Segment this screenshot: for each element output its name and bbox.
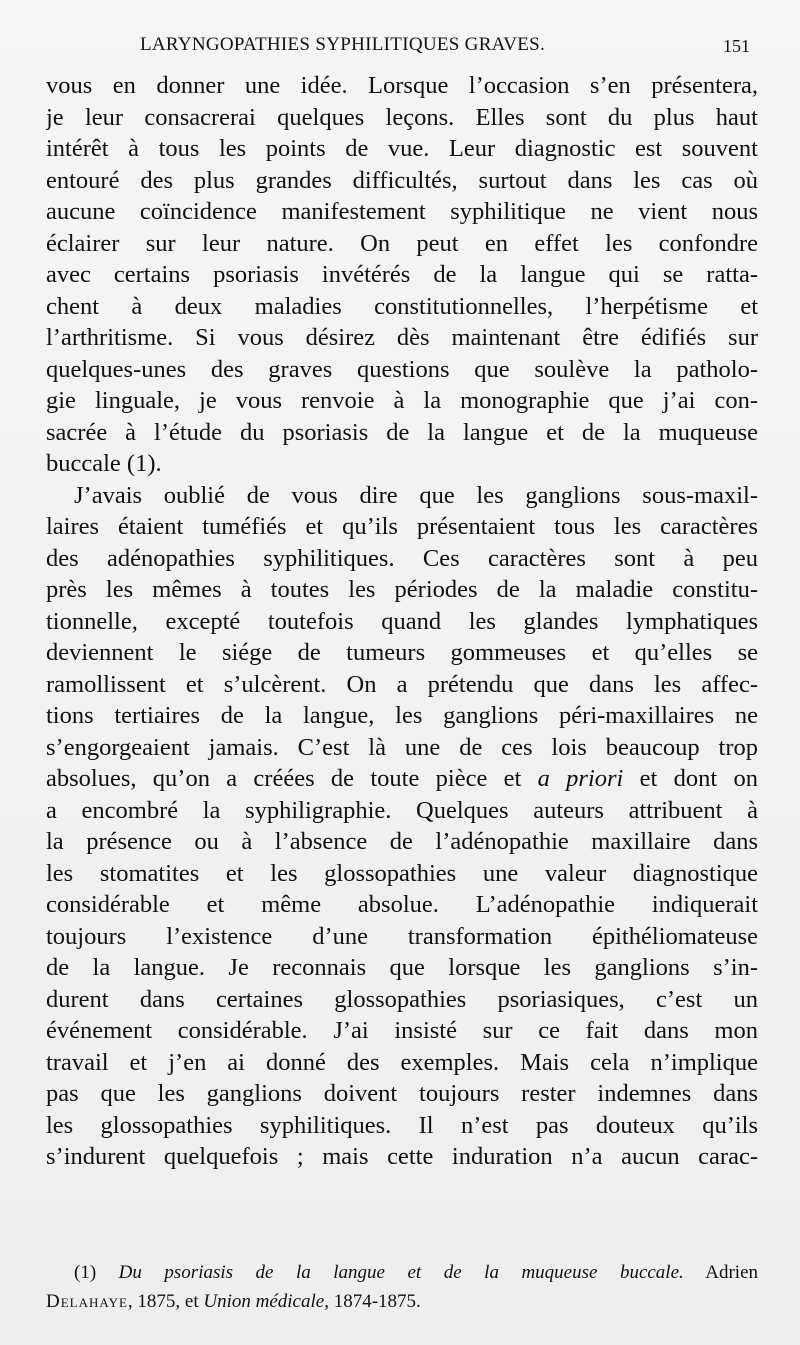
text-line: J’avais oublié de vous dire que les ganglions sous-maxil- [74,481,758,509]
text-line: près les mêmes à toutes les périodes de la maladie constitu- [46,576,758,603]
footnote-publisher-first: Adrien [705,1262,759,1283]
text-line: des adénopathies syphilitiques. Ces caractères sont à peu [46,544,758,572]
text-line: laires étaient tuméfiés et qu’ils présentaient tous les caractères [46,513,758,540]
footnote-publisher-last: Delahaye [46,1291,128,1312]
text-line: les glossopathies syphilitiques. Il n’est pas douteux qu’ils [46,1111,758,1139]
text-line: durent dans certaines glossopathies psoriasiques, c’est un [46,985,758,1013]
text-line: la présence ou à l’absence de l’adénopathie maxillaire dans [46,828,758,855]
text-line: l’arthritisme. Si vous désirez dès maintenant être édifiés sur [46,324,758,351]
italic-phrase: a priori [537,765,624,792]
footnote-years: 1874-1875. [333,1291,421,1312]
text-line: événement considérable. J’ai insisté sur ce fait dans mon [46,1017,758,1044]
footnote-title: Du psoriasis de la langue et de la muqueuse buccale. [118,1262,684,1283]
text-line: les stomatites et les glossopathies une valeur diagnostique [46,859,758,887]
footnote-marker: (1) [74,1262,97,1283]
text-line: buccale (1). [46,450,162,477]
text-line: chent à deux maladies constitutionnelles, l’herpétisme et [46,292,758,320]
text-line: ramollissent et s’ulcèrent. On a prétendu que dans les affec- [46,670,758,698]
text-line: toujours l’existence d’une transformation épithéliomateuse [46,922,758,950]
text-line: quelques-unes des graves questions que soulève la patholo- [46,355,758,383]
text-line: tions tertiaires de la langue, les ganglions péri-maxillaires ne [46,702,758,729]
text-line: considérable et même absolue. L’adénopathie indiquerait [46,891,758,918]
text-line: intérêt à tous les points de vue. Leur diagnostic est souvent [46,135,758,162]
text-line: deviennent le siége de tumeurs gommeuses et qu’elles se [46,639,758,666]
text-line: gie linguale, je vous renvoie à la monographie que j’ai con- [46,387,758,414]
text-line: de la langue. Je reconnais que lorsque les ganglions s’in- [46,954,758,981]
text-line: sacrée à l’étude du psoriasis de la langue et de la muqueuse [46,418,758,446]
text-line: avec certains psoriasis invétérés de la langue qui se ratta- [46,261,758,288]
text-line: travail et j’en ai donné des exemples. Mais cela n’implique [46,1048,758,1076]
text-line-mixed [46,763,758,795]
page-header [140,34,760,64]
text-line: je leur consacrerai quelques leçons. Elles sont du plus haut [46,103,758,131]
running-title: LARYNGOPATHIES SYPHILITIQUES GRAVES. [140,34,546,55]
text-line: s’indurent quelquefois ; mais cette induration n’a aucun carac- [46,1143,758,1170]
text-line: a encombré la syphiligraphie. Quelques auteurs attribuent à [46,796,758,824]
text-segment: absolues, qu’on a créées de toute pièce et [46,765,522,792]
text-line: pas que les ganglions doivent toujours rester indemnes dans [46,1080,758,1107]
text-line: aucune coïncidence manifestement syphilitique ne vient nous [46,198,758,225]
body-text [46,70,758,1173]
text-line: éclairer sur leur nature. On peut en effet les confondre [46,229,758,257]
footnote-after-publisher: , 1875, et [127,1291,199,1312]
text-line: vous en donner une idée. Lorsque l’occasion s’en présentera, [46,72,758,99]
text-line: s’engorgeaient jamais. C’est là une de ces lois beaucoup trop [46,733,758,761]
footnote-line [46,1287,758,1316]
text-line: tionnelle, excepté toutefois quand les glandes lymphatiques [46,607,758,635]
footnote-journal: Union médicale, [203,1291,329,1312]
text-line: entouré des plus grandes difficultés, surtout dans les cas où [46,166,758,194]
text-segment: et dont on [639,765,758,792]
footnote [46,1258,758,1316]
footnote-line [46,1258,758,1287]
page-number: 151 [723,36,750,56]
